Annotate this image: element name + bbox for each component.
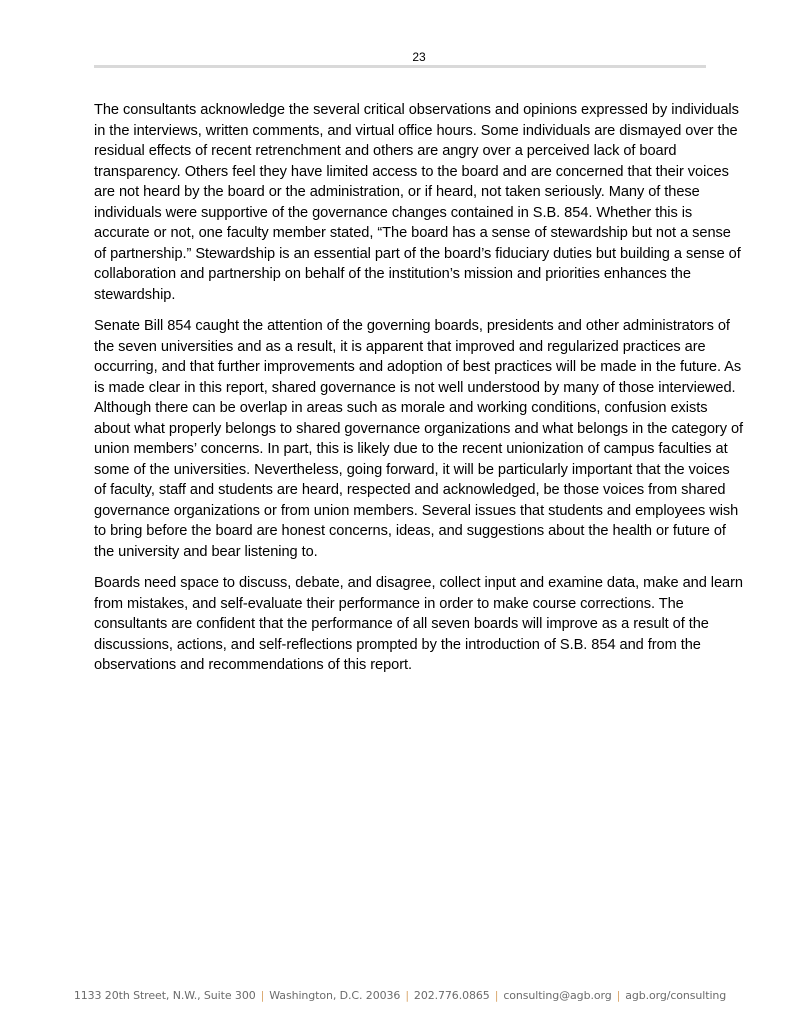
footer-separator: | <box>405 989 409 1002</box>
paragraph-1: The consultants acknowledge the several critical observations and opinions expressed by individuals in the interviews, written comments, and virtual office hours. Some individuals are dismayed over the residual effects of recent retrenchment and others are angry over a perceived lack of board transparency. Others feel they have limited access to the board and are concerned that their voices are not heard by the board or the administration, or if heard, not taken seriously. Many of these individuals were supportive of the governance changes contained in S.B. 854. Whether this is accurate or not, one faculty member stated, “The board has a sense of stewardship but not a sense of partnership.” Stewardship is an essential part of the board’s fiduciary duties but building a sense of collaboration and partnership on behalf of the institution’s mission and priorities enhances the stewardship. <box>94 102 741 303</box>
page-footer <box>0 989 800 1003</box>
paragraph-3: Boards need space to discuss, debate, and disagree, collect input and examine data, make and learn from mistakes, and self-evaluate their performance in order to make course corrections. The consultants are confident that the performance of all seven boards will improve as a result of the discussions, actions, and self-reflections prompted by the introduction of S.B. 854 and from the observations and recommendations of this report. <box>94 575 743 673</box>
page-number: 23 <box>412 50 426 64</box>
footer-phone: 202.776.0865 <box>413 989 490 1002</box>
footer-separator: | <box>494 989 499 1002</box>
header-rule <box>94 65 706 68</box>
footer-website: agb.org/consulting <box>625 989 727 1002</box>
footer-separator: | <box>260 989 265 1002</box>
footer-city: Washington, D.C. 20036 <box>269 989 401 1002</box>
footer-address: 1133 20th Street, N.W., Suite 300 <box>73 989 256 1002</box>
footer-separator: | <box>616 989 621 1002</box>
footer-email: consulting@agb.org <box>503 989 612 1002</box>
paragraph-2: Senate Bill 854 caught the attention of the governing boards, presidents and other administrators of the seven universities and as a result, it is apparent that improved and regularized practices are occurring, and that further improvements and adoption of best practices will be made in the future. As is made clear in this report, shared governance is not well understood by many of those interviewed. Although there can be overlap in areas such as morale and working conditions, confusion exists about what properly belongs to shared governance organizations and what belongs in the category of union members’ concerns. In part, this is likely due to the recent unionization of campus faculties at some of the universities. Nevertheless, going forward, it will be particularly important that the voices of faculty, staff and students are heard, respected and acknowledged, be those voices from shared governance organizations or from union members. Several issues that students and employees wish to bring before the board are honest concerns, ideas, and suggestions about the health or future of the university and bear listening to. <box>94 318 744 560</box>
document-body <box>94 100 744 687</box>
